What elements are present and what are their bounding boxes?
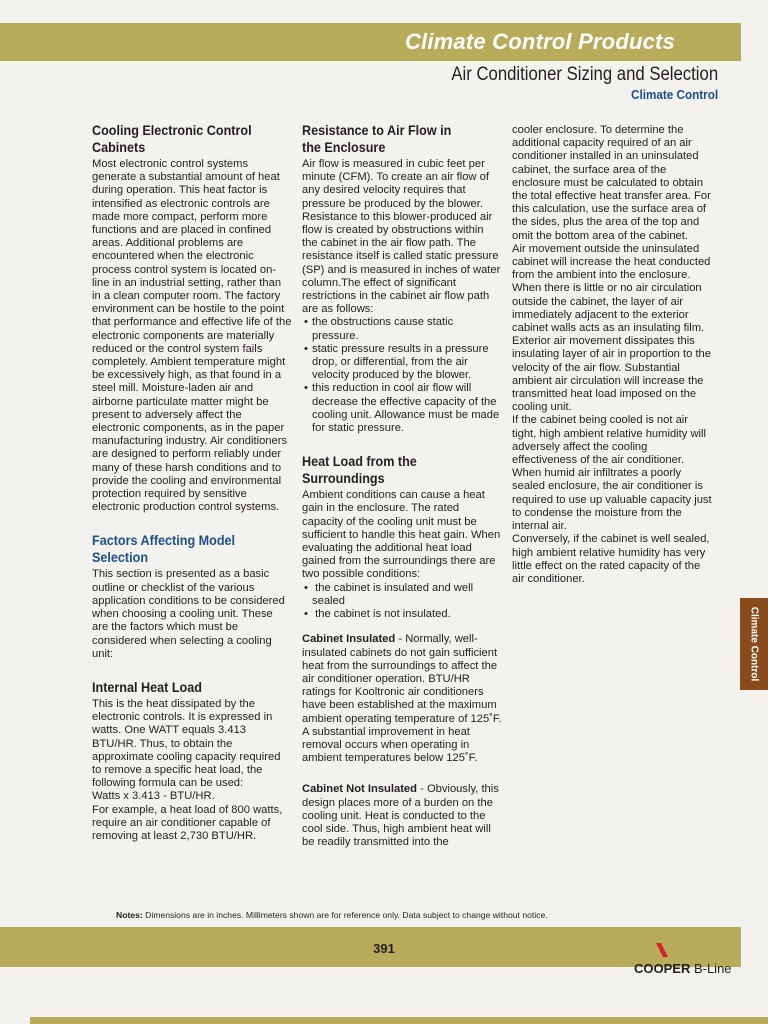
cabinet-insulated-paragraph: [302, 633, 502, 765]
cabinet-not-insulated-paragraph: [302, 783, 502, 849]
section-body-surroundings: Ambient conditions can cause a heat gain in the enclosure. The rated capacity of the cooling unit must be sufficient to handle this heat gain. When evaluating the additional heat load gained from the surroundings there are two possible conditions:: [302, 489, 501, 581]
heat-load-formula: Watts x 3.413 - BTU/HR.: [92, 790, 215, 803]
list-item: • this reduction in cool air flow will decrease the effective capacity of the cooling unit. Allowance must be made for static pressure.: [302, 382, 502, 435]
conditions-bullet-list: [302, 582, 502, 622]
list-item: • the obstructions cause static pressure.: [302, 316, 502, 342]
cooper-logo-mark-icon: [656, 943, 668, 957]
cabinet-not-insulated-text: - Obviously, this design places more of a burden on the cooling unit. Heat is conducted to the cool side. Thus, high ambient heat will be readily transmitted into the: [302, 783, 499, 849]
footer-notes: [116, 910, 548, 920]
header-band: [0, 23, 741, 61]
logo-wordmark: [634, 961, 732, 976]
cabinet-insulated-label: Cabinet Insulated: [302, 633, 396, 646]
notes-label: Notes:: [116, 910, 143, 920]
section-body-air-flow-resistance: Air flow is measured in cubic feet per minute (CFM). To create an air flow of any desired velocity requires that pressure be produced by the blower. Resistance to this blower-produced air flow is created by obstructions within the cabinet in the air flow path. The resistance itself is called static pressure (SP) and is measured in inches of water column.The effect of significant restrictions in the cabinet air flow path are as follows:: [302, 158, 501, 316]
page-title: Air Conditioner Sizing and Selection: [451, 64, 718, 85]
section-body-cooling-cabinets: Most electronic control systems generate a substantial amount of heat during operation. This heat factor is intensified as electronic controls are made more compact, perform more functions and are placed in confined areas. Additional problems are encountered when the electronic process control system is located on-line in an industrial setting, rather than in a clean computer room. The factory environment can be hostile to the point that performance and effective life of the electronic components are materially reduced or the control system fails completely. Ambient temperature might be excessively high, as that found in a steel mill. Moisture-laden air and airborne particulate matter might be present to adversely affect the electronic components, as in the paper manufacturing industry. Air conditioners are designed to perform reliably under many of these harsh conditions and to provide the cooling and environmental protection required by sensitive electronic production control systems.: [92, 158, 292, 514]
air-flow-bullet-list: [302, 316, 502, 435]
notes-text: Dimensions are in inches. Millimeters shown are for reference only. Data subject to change without notice.: [142, 910, 548, 920]
paragraph-air-movement: Air movement outside the uninsulated cabinet will increase the heat conducted from the ambient into the enclosure. When there is little or no air circulation outside the cabinet, the layer of air immediately adjacent to the exterior cabinet walls acts as an insulating film. Exterior air movement dissipates this insulating layer of air in proportion to the velocity of the air flow. Substantial ambient air circulation will increase the transmitted heat load imposed on the cooling unit.: [512, 242, 712, 414]
list-item: • static pressure results in a pressure drop, or differential, from the air velocity produced by the blower.: [302, 343, 502, 383]
list-item: • the cabinet is not insulated.: [302, 608, 502, 621]
footer-bottom-band: [30, 1017, 768, 1024]
section-heading-air-flow-resistance: Resistance to Air Flow in the Enclosure: [302, 122, 452, 155]
page-number: 391: [373, 941, 395, 956]
section-heading-cooling-cabinets: Cooling Electronic Control Cabinets: [92, 122, 252, 155]
section-body-internal-heat-load: This is the heat dissipated by the electronic controls. It is expressed in watts. One WATT equals 3.413 BTU/HR. Thus, to obtain the approximate cooling capacity required to remove a specific heat load, the following formula can be used:: [92, 697, 281, 790]
page-heading: [415, 64, 718, 104]
logo-bline: B-Line: [690, 961, 732, 976]
page-subtitle: Climate Control: [630, 87, 718, 102]
section-heading-model-selection: Factors Affecting Model Selection: [92, 532, 236, 566]
cooper-bline-logo: [634, 943, 746, 979]
column-3: [512, 124, 712, 586]
side-tab-climate-control[interactable]: [740, 598, 768, 690]
paragraph-surface-area: cooler enclosure. To determine the additional capacity required of an air conditioner installed in an uninsulated cabinet, the surface area of the enclosure must be calculated to obtain the total effective heat transfer area. For this calculation, use the surface area of the sides, plus the area of the top and omit the bottom area of the cabinet.: [512, 124, 711, 242]
column-2: [302, 122, 502, 849]
section-body-model-selection: This section is presented as a basic outline or checklist of the various application conditions to be considered when choosing a cooling unit. These are the factors which must be considered when selecting a cooling unit:: [92, 568, 285, 660]
column-1: [92, 122, 292, 843]
side-tab-label: Climate Control: [748, 606, 760, 682]
heat-load-example: For example, a heat load of 800 watts, require an air conditioner capable of removing at least 2,730 BTU/HR.: [92, 803, 283, 842]
list-item: • the cabinet is insulated and well sealed: [302, 582, 502, 608]
cabinet-insulated-text: - Normally, well-insulated cabinets do not gain sufficient heat from the surroundings to affect the air conditioner operation. BTU/HR ratings for Kooltronic air conditioners have been established at the maximum ambient operating temperature of 125˚F. A substantial improvement in heat removal occurs when operating in ambient temperatures below 125˚F.: [302, 633, 502, 765]
section-heading-internal-heat-load: Internal Heat Load: [92, 678, 202, 695]
logo-cooper: COOPER: [634, 961, 691, 976]
paragraph-sealed-cabinet: Conversely, if the cabinet is well sealed, high ambient relative humidity has very little effect on the rated capacity of the air conditioner.: [512, 533, 710, 585]
paragraph-humidity: If the cabinet being cooled is not air tight, high ambient relative humidity will adversely affect the cooling effectiveness of the air conditioner. When humid air infiltrates a poorly sealed enclosure, the air conditioner is required to use up valuable capacity just to condense the moisture from the internal air.: [512, 414, 712, 533]
cabinet-not-insulated-label: Cabinet Not Insulated: [302, 783, 417, 796]
brand-title: Climate Control Products: [404, 29, 675, 54]
section-heading-surroundings: Heat Load from the Surroundings: [302, 453, 417, 487]
